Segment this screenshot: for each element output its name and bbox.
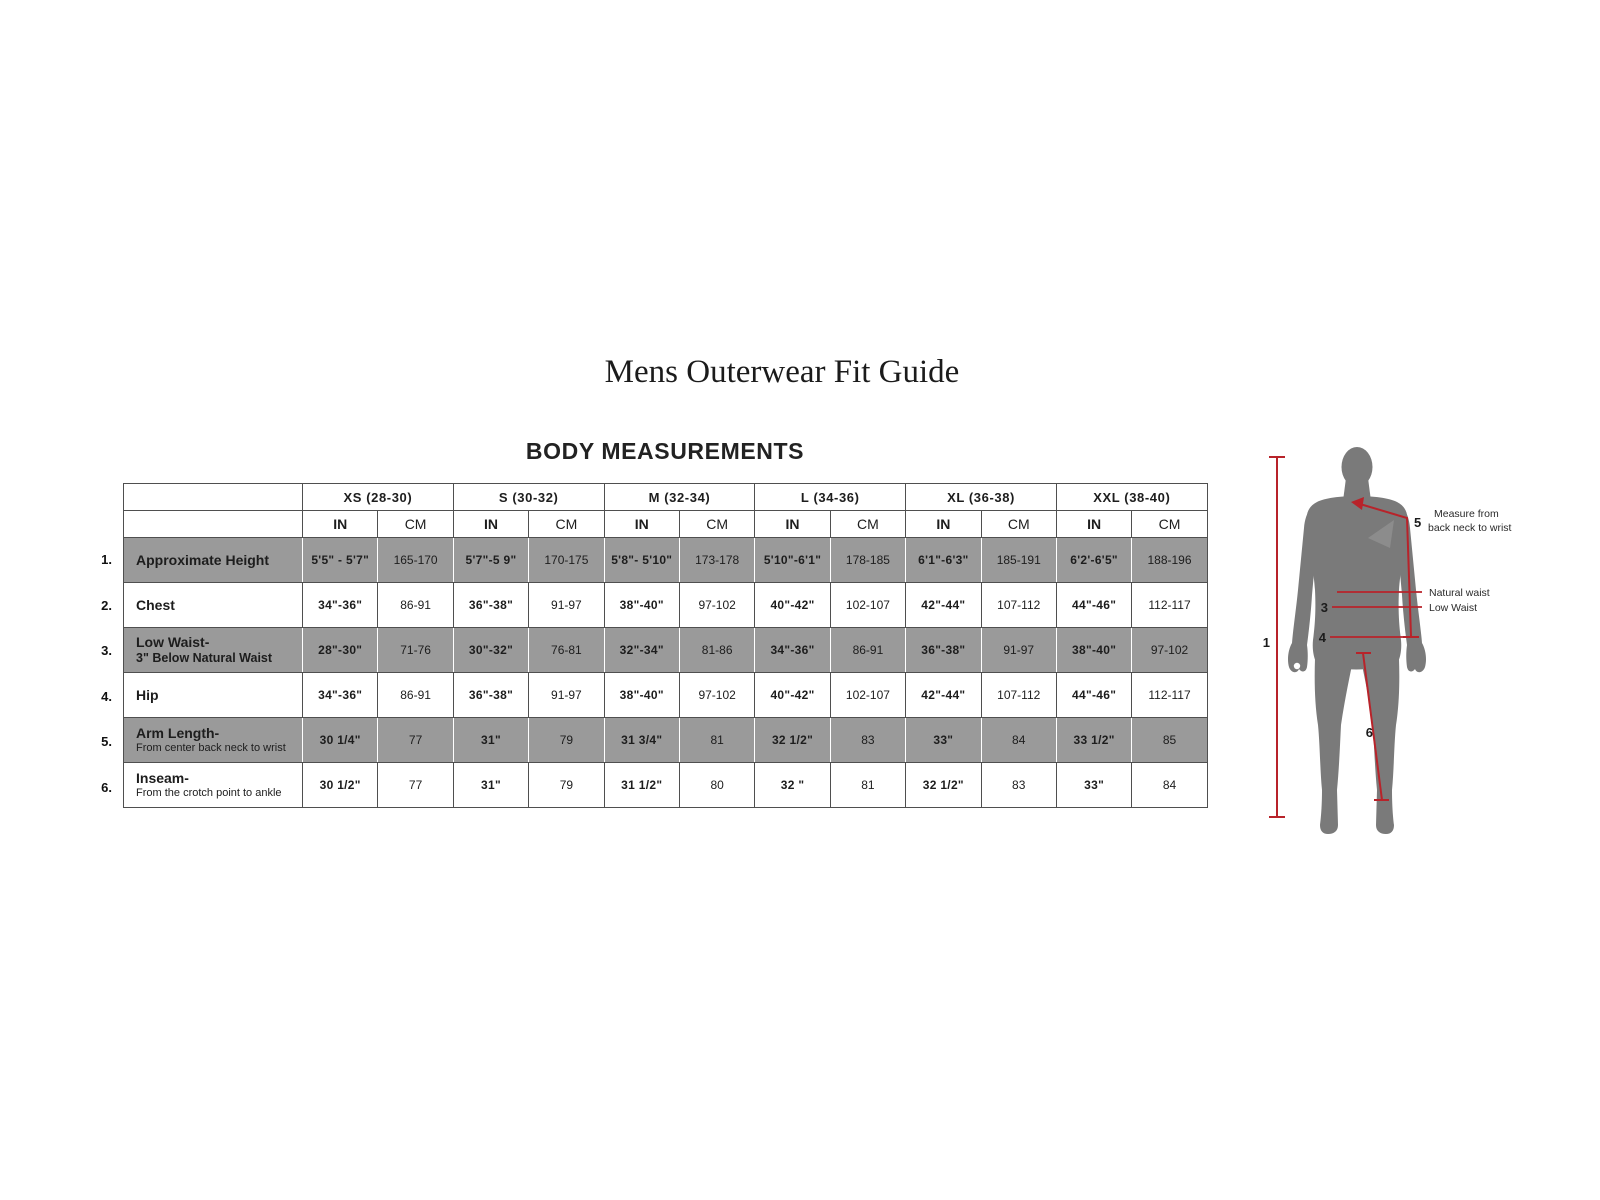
measurement-cell: 34"-36" — [303, 673, 378, 718]
measurement-cell: 36"-38" — [453, 583, 528, 628]
unit-header-cm: CM — [830, 511, 905, 538]
measurement-cell: 79 — [529, 763, 604, 808]
measurement-cell: 30 1/4" — [303, 718, 378, 763]
row-sublabel: From the crotch point to ankle — [136, 786, 282, 799]
measurement-cell: 107-112 — [981, 583, 1056, 628]
measurement-cell: 34"-36" — [303, 583, 378, 628]
unit-header-in: IN — [303, 511, 378, 538]
measurement-cell: 5'10"-6'1" — [755, 538, 830, 583]
measurement-cell: 31 1/2" — [604, 763, 679, 808]
row-label-cell — [124, 583, 303, 628]
measurement-cell: 112-117 — [1132, 673, 1207, 718]
hip-number-label: 4 — [1318, 630, 1326, 645]
table-row-chest — [124, 583, 1208, 628]
row-number: 6. — [101, 779, 112, 795]
arm-note-line2: back neck to wrist — [1428, 522, 1512, 534]
arm-number-label: 5 — [1414, 515, 1422, 530]
row-number-column — [84, 537, 112, 811]
measurement-cell: 33 1/2" — [1056, 718, 1131, 763]
measurement-cell: 86-91 — [378, 673, 453, 718]
height-measure-line — [1269, 457, 1285, 817]
row-label: Hip — [136, 686, 159, 703]
row-label: Arm Length- — [136, 724, 220, 741]
fit-diagram-figure — [1240, 440, 1520, 840]
measurement-cell: 30"-32" — [453, 628, 528, 673]
measurement-cell: 84 — [981, 718, 1056, 763]
measurement-cell: 102-107 — [830, 583, 905, 628]
measurement-cell: 36"-38" — [906, 628, 981, 673]
measurement-cell: 34"-36" — [755, 628, 830, 673]
measurement-cell: 107-112 — [981, 673, 1056, 718]
measurement-cell: 38"-40" — [604, 673, 679, 718]
measurement-cell: 38"-40" — [1056, 628, 1131, 673]
measurement-cell: 83 — [981, 763, 1056, 808]
size-group-header-xl: XL (36-38) — [906, 484, 1057, 511]
measurement-cell: 40"-42" — [755, 583, 830, 628]
measurement-cell: 32"-34" — [604, 628, 679, 673]
measurement-cell: 6'1"-6'3" — [906, 538, 981, 583]
measurement-cell: 76-81 — [529, 628, 604, 673]
table-row-low-waist — [124, 628, 1208, 673]
measurement-cell: 30 1/2" — [303, 763, 378, 808]
row-number: 2. — [101, 597, 112, 613]
table-row-hip — [124, 673, 1208, 718]
measurement-cell: 178-185 — [830, 538, 905, 583]
measurement-cell: 97-102 — [1132, 628, 1207, 673]
measurement-cell: 31 3/4" — [604, 718, 679, 763]
measurement-cell: 97-102 — [679, 673, 754, 718]
measurement-cell: 83 — [830, 718, 905, 763]
unit-header-cm: CM — [378, 511, 453, 538]
size-group-header-s: S (30-32) — [453, 484, 604, 511]
measurement-cell: 33" — [1056, 763, 1131, 808]
measurement-cell: 28"-30" — [303, 628, 378, 673]
natural-waist-label: Natural waist — [1429, 587, 1490, 599]
unit-header-in: IN — [604, 511, 679, 538]
measurement-cell: 71-76 — [378, 628, 453, 673]
size-group-header-xs: XS (28-30) — [303, 484, 454, 511]
measurement-cell: 170-175 — [529, 538, 604, 583]
measurement-cell: 5'8"- 5'10" — [604, 538, 679, 583]
row-label-cell — [124, 538, 303, 583]
measurement-cell: 38"-40" — [604, 583, 679, 628]
measurement-cell: 32 1/2" — [906, 763, 981, 808]
size-group-header-m: M (32-34) — [604, 484, 755, 511]
measurement-cell: 40"-42" — [755, 673, 830, 718]
row-number: 1. — [101, 552, 112, 567]
measurement-cell: 44"-46" — [1056, 583, 1131, 628]
unit-header-cm: CM — [1132, 511, 1207, 538]
measurement-cell: 5'7"-5 9" — [453, 538, 528, 583]
page-title: Mens Outerwear Fit Guide — [604, 354, 960, 390]
unit-header-in: IN — [755, 511, 830, 538]
measurement-cell: 32 " — [755, 763, 830, 808]
measurement-cell: 81 — [679, 718, 754, 763]
measurement-cell: 32 1/2" — [755, 718, 830, 763]
measurement-cell: 77 — [378, 763, 453, 808]
row-label-cell — [124, 718, 303, 763]
measurement-cell: 42"-44" — [906, 583, 981, 628]
measurement-cell: 188-196 — [1132, 538, 1207, 583]
row-label: Chest — [136, 596, 175, 613]
unit-header-cm: CM — [529, 511, 604, 538]
size-header-row — [124, 484, 1208, 511]
measurement-cell: 84 — [1132, 763, 1207, 808]
unit-header-in: IN — [453, 511, 528, 538]
measurement-cell: 97-102 — [679, 583, 754, 628]
measurement-cell: 33" — [906, 718, 981, 763]
measurement-cell: 81-86 — [679, 628, 754, 673]
table-row-approximate-height — [124, 538, 1208, 583]
unit-header-cm: CM — [679, 511, 754, 538]
corner-cell — [124, 511, 303, 538]
section-title: BODY MEASUREMENTS — [525, 438, 805, 464]
inseam-number-label: 6 — [1365, 725, 1373, 740]
measurement-cell: 91-97 — [981, 628, 1056, 673]
row-label: Inseam- — [136, 769, 189, 786]
measurement-cell: 77 — [378, 718, 453, 763]
table-row-arm-length — [124, 718, 1208, 763]
measurement-cell: 91-97 — [529, 673, 604, 718]
unit-header-in: IN — [906, 511, 981, 538]
measurement-cell: 44"-46" — [1056, 673, 1131, 718]
low-waist-number-label: 3 — [1320, 600, 1328, 615]
measurement-cell: 80 — [679, 763, 754, 808]
row-label-cell — [124, 763, 303, 808]
row-number: 5. — [101, 734, 112, 750]
unit-header-row — [124, 511, 1208, 538]
unit-header-in: IN — [1056, 511, 1131, 538]
measurement-cell: 86-91 — [830, 628, 905, 673]
row-label: Low Waist- — [136, 633, 210, 650]
measurement-cell: 79 — [529, 718, 604, 763]
row-sublabel: 3" Below Natural Waist — [136, 651, 273, 666]
row-number: 3. — [101, 643, 112, 659]
row-label-cell — [124, 673, 303, 718]
measurement-cell: 31" — [453, 763, 528, 808]
size-group-header-l: L (34-36) — [755, 484, 906, 511]
body-measurements-table — [123, 483, 1208, 808]
measurement-cell: 91-97 — [529, 583, 604, 628]
table-row-inseam — [124, 763, 1208, 808]
row-label: Approximate Height — [136, 551, 270, 568]
measurement-cell: 102-107 — [830, 673, 905, 718]
measurement-cell: 6'2'-6'5" — [1056, 538, 1131, 583]
measurement-cell: 173-178 — [679, 538, 754, 583]
measurement-cell: 185-191 — [981, 538, 1056, 583]
measurement-cell: 36"-38" — [453, 673, 528, 718]
corner-cell — [124, 484, 303, 511]
measurement-cell: 31" — [453, 718, 528, 763]
unit-header-cm: CM — [981, 511, 1056, 538]
measurement-cell: 42"-44" — [906, 673, 981, 718]
measurement-cell: 5'5" - 5'7" — [303, 538, 378, 583]
row-label-cell — [124, 628, 303, 673]
arm-note-line1: Measure from — [1434, 508, 1499, 520]
measurement-cell: 85 — [1132, 718, 1207, 763]
size-group-header-xxl: XXL (38-40) — [1056, 484, 1207, 511]
low-waist-label: Low Waist — [1429, 602, 1478, 614]
row-sublabel: From center back neck to wrist — [136, 741, 286, 754]
measurement-cell: 165-170 — [378, 538, 453, 583]
measurement-cell: 81 — [830, 763, 905, 808]
measurement-cell: 86-91 — [378, 583, 453, 628]
height-number-label: 1 — [1262, 635, 1270, 650]
measurement-cell: 112-117 — [1132, 583, 1207, 628]
row-number: 4. — [101, 688, 112, 704]
